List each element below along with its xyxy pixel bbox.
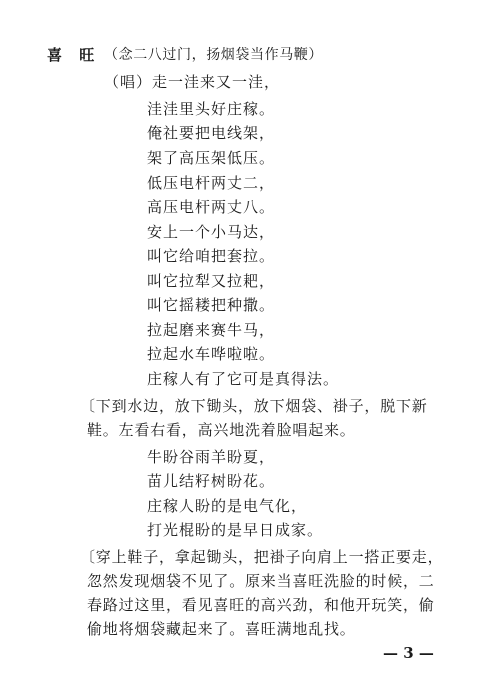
stage-direction-line: 〔穿上鞋子，拿起锄头，把褂子向肩上一搭正要走，: [80, 548, 444, 566]
lyric-line: 牛盼谷雨羊盼夏，: [147, 448, 276, 466]
lyric-line: 叫它拉犁又拉耙，: [147, 272, 276, 290]
lyric-line: 庄稼人有了它可是真得法。: [147, 370, 340, 388]
lyric-line: 拉起磨来赛牛马，: [147, 321, 276, 339]
lyric-line: 打光棍盼的是早日成家。: [147, 521, 324, 539]
lyric-line: 拉起水车哗啦啦。: [147, 345, 276, 363]
sung-lead-line: （唱）走一洼来又一洼，: [104, 73, 281, 91]
lyric-line: 安上一个小马达，: [147, 223, 276, 241]
speaker-name: 喜 旺: [47, 46, 101, 64]
lyric-line: 架了高压架低压。: [147, 149, 276, 167]
lyric-line: 洼洼里头好庄稼。: [147, 100, 276, 118]
lyric-line: 苗儿结籽树盼花。: [147, 472, 276, 490]
stage-direction-line: 偷地将烟袋藏起来了。喜旺满地乱找。: [87, 620, 356, 638]
stage-direction-line: 鞋。左看右看，高兴地洗着脸唱起来。: [87, 421, 356, 439]
stage-direction-line: 〔下到水边，放下锄头，放下烟袋、褂子，脱下新: [80, 397, 428, 415]
stage-direction-line: 春路过这里，看见喜旺的高兴劲，和他开玩笑，偷: [87, 596, 435, 614]
lyric-line: 叫它给咱把套拉。: [147, 247, 276, 265]
page-number: — 3 —: [383, 644, 434, 662]
header-stage-direction: （念二八过门，扬烟袋当作马鞭）: [104, 47, 323, 63]
lyric-line: 低压电杆两丈二，: [147, 174, 276, 192]
lyric-line: 庄稼人盼的是电气化，: [147, 497, 308, 515]
stage-direction-line: 忽然发现烟袋不见了。原来当喜旺洗脸的时候，二: [87, 572, 435, 590]
lyric-line: 高压电杆两丈八。: [147, 198, 276, 216]
lyric-line: 俺社要把电线架，: [147, 124, 276, 142]
lyric-line: 叫它摇耧把种撒。: [147, 296, 276, 314]
